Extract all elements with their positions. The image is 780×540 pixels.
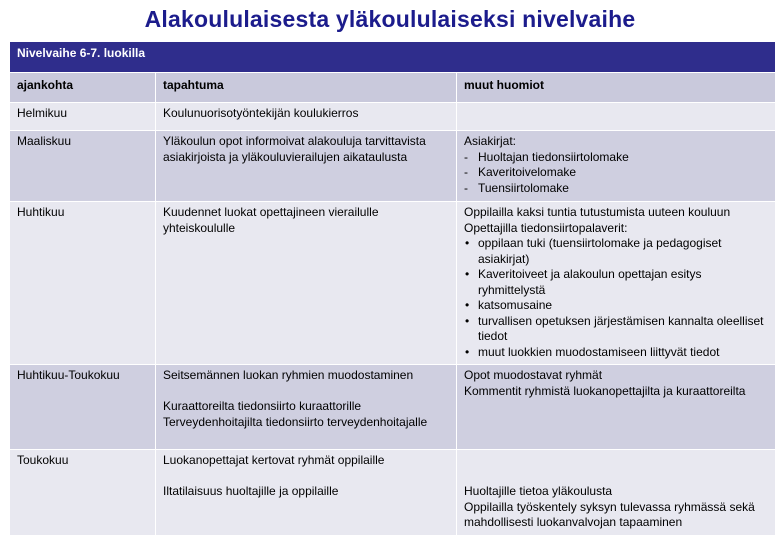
row-event: Koulunuorisotyöntekijän koulukierros [156,103,457,131]
list-item: - Huoltajan tiedonsiirtolomake [464,149,629,164]
table-section-header [10,42,776,73]
column-header-event: tapahtuma [156,73,457,103]
table-row [10,202,776,365]
table-row [10,103,776,131]
transition-table [9,41,776,536]
meeting-topics-list [464,236,768,360]
row-when: Maaliskuu [10,131,156,202]
notes-heading: Asiakirjat: [464,134,517,148]
notes-line: Huoltajille tietoa yläkoulusta [464,484,613,498]
event-line: Terveydenhoitajilta tiedonsiirto terveydenhoitajalle [163,414,428,429]
table-row [10,131,776,202]
row-when: Helmikuu [10,103,156,131]
row-event [156,450,457,536]
notes-line: Opettajilla tiedonsiirtopalaverit: [464,220,628,235]
list-item: • turvallisen opetuksen järjestämisen kannalta oleelliset tiedot [465,313,764,343]
row-event [156,365,457,450]
row-notes [457,365,776,450]
table-header-row [10,73,776,103]
bullet-marker: • [465,298,470,312]
event-line: Kuraattoreilta tiedonsiirto kuraattorille [163,399,362,413]
event-line: Seitsemännen luokan ryhmien muodostaminen [163,368,414,382]
row-notes [457,103,776,131]
row-when: Huhtikuu [10,202,156,365]
bullet-marker: • [465,267,470,281]
list-item: • muut luokkien muodostamiseen liittyvät tiedot [465,344,720,359]
row-notes [457,131,776,202]
notes-line: Oppilailla kaksi tuntia tutustumista uuteen kouluun [464,205,731,219]
bullet-marker: • [465,344,470,359]
row-notes [457,450,776,536]
list-item: - Tuensiirtolomake [464,180,569,195]
row-when: Huhtikuu-Toukokuu [10,365,156,450]
dash-marker: - [464,165,468,179]
event-line: Luokanopettajat kertovat ryhmät oppilaille [163,453,385,467]
section-title: Nivelvaihe 6-7. luokilla [10,42,776,73]
list-item: - Kaveritoivelomake [464,165,577,179]
dash-marker: - [464,149,468,164]
list-item: • katsomusaine [465,298,553,312]
row-event: Yläkoulun opot informoivat alakouluja tarvittavista asiakirjoista ja yläkouluvierailujen aikataulusta [156,131,457,202]
table-row [10,450,776,536]
document-list [464,150,768,197]
table-row [10,365,776,450]
page-title: Alakoululaisesta yläkoululaiseksi nivelvaihe [144,6,636,32]
event-line: Iltatilaisuus huoltajille ja oppilaille [163,484,339,498]
row-when: Toukokuu [10,450,156,536]
column-header-when: ajankohta [10,73,156,103]
bullet-marker: • [465,236,470,250]
column-header-notes: muut huomiot [457,73,776,103]
row-event: Kuudennet luokat opettajineen vierailulle yhteiskoululle [156,202,457,365]
notes-line: Oppilailla työskentely syksyn tulevassa ryhmässä sekä mahdollisesti luokanvalvojan tapaaminen [464,499,755,529]
notes-line: Kommentit ryhmistä luokanopettajilta ja kuraattoreilta [464,383,746,398]
list-item: • oppilaan tuki (tuensiirtolomake ja pedagogiset asiakirjat) [465,236,722,266]
dash-marker: - [464,180,468,195]
row-notes [457,202,776,365]
bullet-marker: • [465,313,470,328]
notes-line: Opot muodostavat ryhmät [464,368,603,382]
list-item: • Kaveritoiveet ja alakoulun opettajan esitys ryhmittelystä [465,267,702,297]
